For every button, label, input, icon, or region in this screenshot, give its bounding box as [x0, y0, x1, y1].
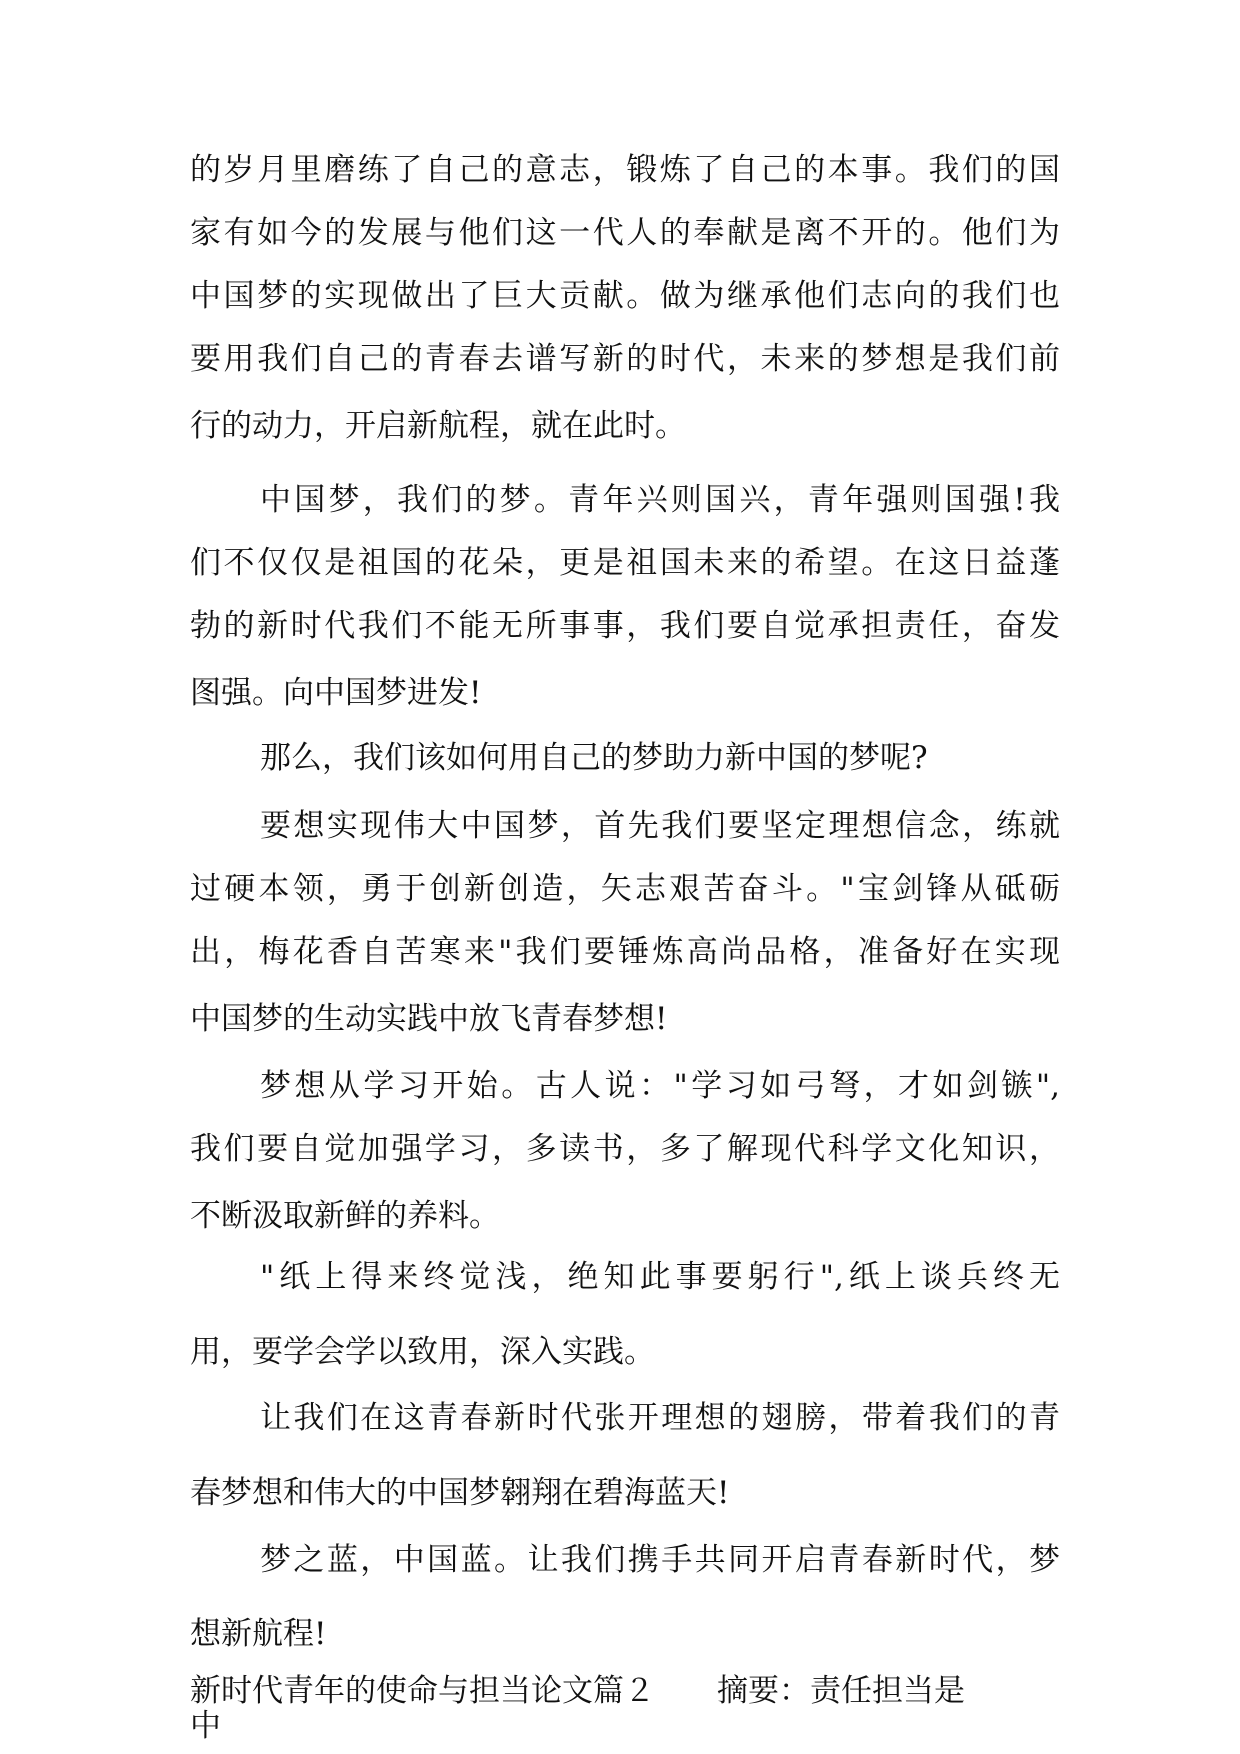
text-line: 那么，我们该如何用自己的梦助力新中国的梦呢?: [260, 740, 928, 776]
text-line: 出，梅花香自苦寒来"我们要锤炼高尚品格，准备好在实现: [190, 934, 1060, 970]
text-line: 不断汲取新鲜的养料。: [190, 1198, 500, 1234]
text-line: 我们要自觉加强学习，多读书，多了解现代科学文化知识，: [190, 1131, 1060, 1167]
text-line: 春梦想和伟大的中国梦翱翔在碧海蓝天!: [190, 1475, 730, 1511]
text-line: 家有如今的发展与他们这一代人的奉献是离不开的。他们为: [190, 215, 1060, 251]
text-line: 梦之蓝，中国蓝。让我们携手共同开启青春新时代，梦: [260, 1542, 1060, 1578]
text-line: 图强。向中国梦进发!: [190, 675, 482, 711]
text-line: 的岁月里磨练了自己的意志，锻炼了自己的本事。我们的国: [190, 152, 1060, 188]
text-line: 们不仅仅是祖国的花朵，更是祖国未来的希望。在这日益蓬: [190, 545, 1060, 581]
text-line: 要想实现伟大中国梦，首先我们要坚定理想信念，练就: [260, 808, 1060, 844]
text-line: 梦想从学习开始。古人说："学习如弓弩，才如剑镞",: [260, 1068, 1060, 1104]
text-line: 中: [190, 1708, 221, 1744]
text-line: 想新航程!: [190, 1616, 327, 1652]
text-line: 中国梦的生动实践中放飞青春梦想!: [190, 1001, 668, 1037]
section-heading-line: 新时代青年的使命与担当论文篇２ 摘要：责任担当是: [190, 1673, 965, 1709]
text-line: 过硬本领，勇于创新创造，矢志艰苦奋斗。"宝剑锋从砥砺: [190, 871, 1060, 907]
text-line: 行的动力，开启新航程，就在此时。: [190, 408, 686, 444]
text-line: 用，要学会学以致用，深入实践。: [190, 1334, 655, 1370]
text-line: "纸上得来终觉浅，绝知此事要躬行",纸上谈兵终无: [260, 1259, 1060, 1295]
text-line: 勃的新时代我们不能无所事事，我们要自觉承担责任，奋发: [190, 608, 1060, 644]
text-line: 让我们在这青春新时代张开理想的翅膀，带着我们的青: [260, 1400, 1060, 1436]
text-line: 要用我们自己的青春去谱写新的时代，未来的梦想是我们前: [190, 341, 1060, 377]
text-line: 中国梦的实现做出了巨大贡献。做为继承他们志向的我们也: [190, 278, 1060, 314]
text-line: 中国梦，我们的梦。青年兴则国兴，青年强则国强!我: [260, 482, 1060, 518]
